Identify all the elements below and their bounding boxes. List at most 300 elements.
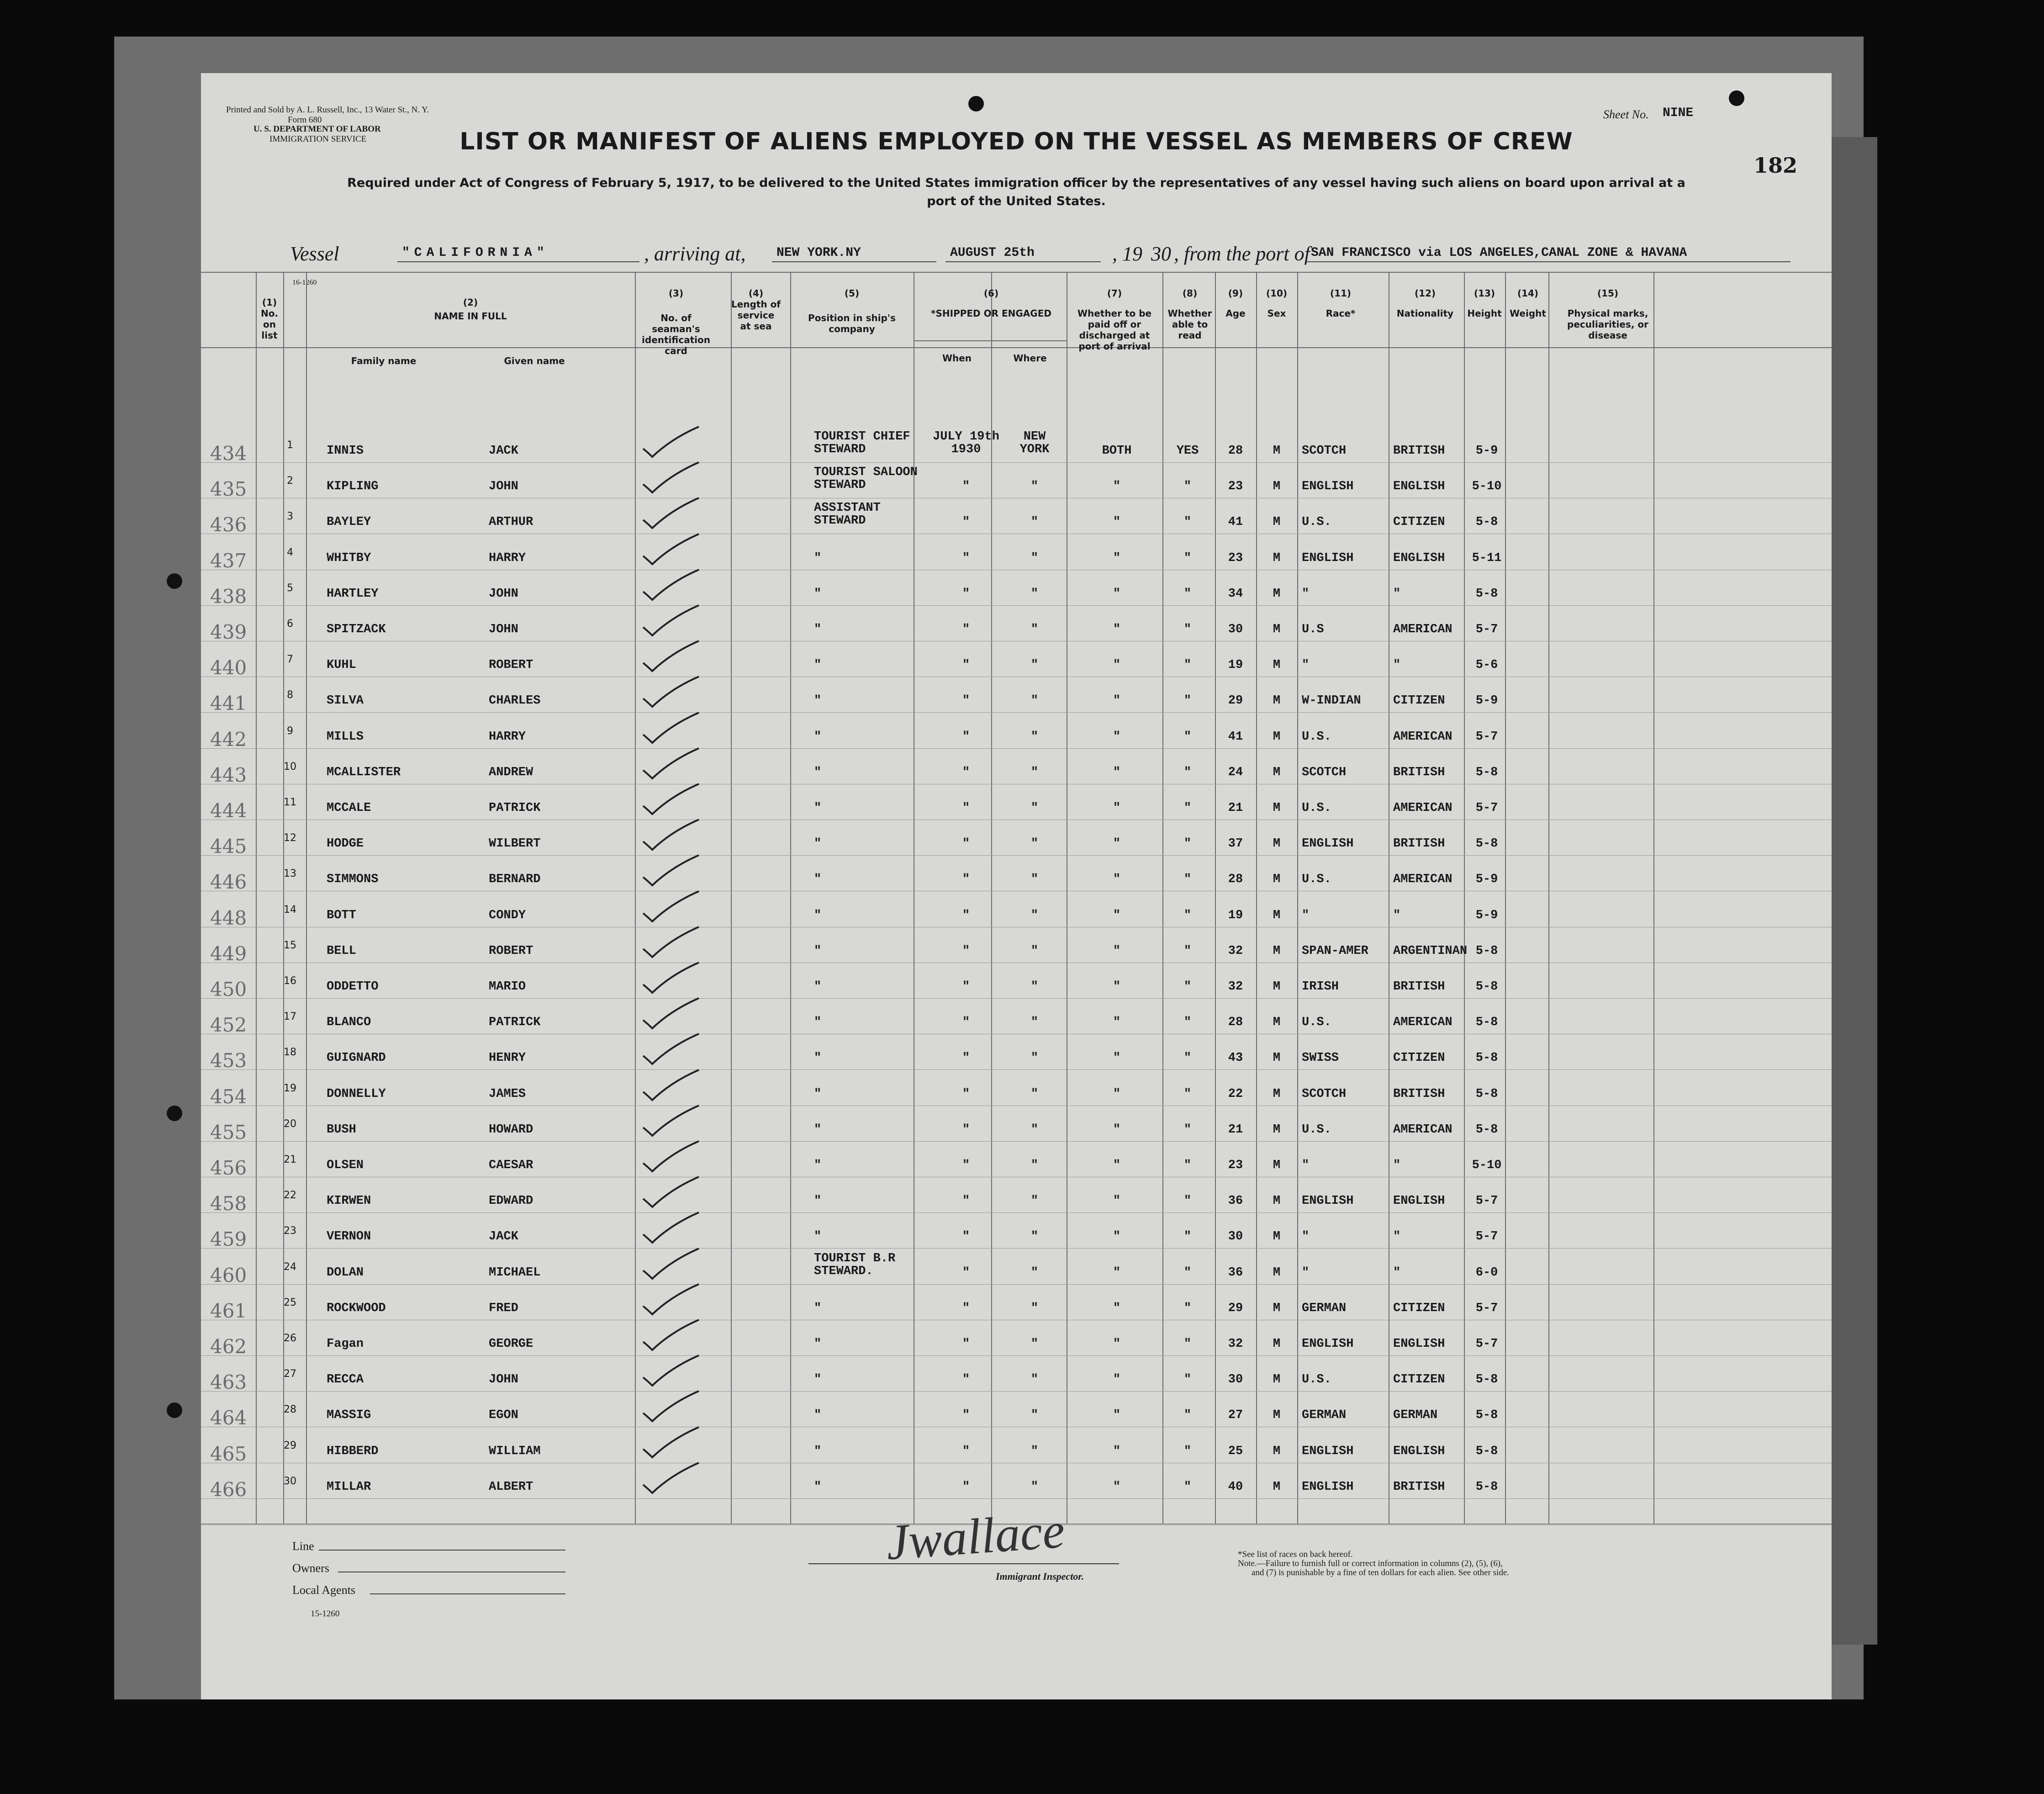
cell-giv: ROBERT — [489, 658, 533, 672]
cell-fam: RECCA — [327, 1373, 364, 1387]
cell-age: 32 — [1228, 980, 1243, 994]
cell-race: U.S. — [1302, 873, 1331, 887]
cell-age: 36 — [1228, 1265, 1243, 1280]
cell-nat: " — [1393, 1230, 1401, 1244]
margin-number: 442 — [210, 728, 247, 751]
cell-age: 29 — [1228, 1301, 1243, 1315]
cell-fam: ODDETTO — [327, 980, 379, 994]
cell-read: " — [1183, 1051, 1192, 1065]
cell-ht: 5-7 — [1475, 1301, 1498, 1315]
cell-giv: CONDY — [489, 908, 526, 922]
fine-note-1: Note.—Failure to furnish full or correct information in columns (2), (5), (6), — [1238, 1559, 1503, 1568]
cell-nat: CITIZEN — [1393, 694, 1445, 708]
check-mark-icon — [639, 1318, 703, 1355]
department: U. S. DEPARTMENT OF LABOR — [254, 124, 381, 134]
cell-fam: BOTT — [327, 908, 356, 922]
cell-age: 36 — [1228, 1194, 1243, 1208]
cell-pos: TOURIST SALOON STEWARD — [814, 466, 918, 492]
check-mark-icon — [639, 603, 703, 640]
cell-giv: JOHN — [489, 587, 518, 601]
cell-read: " — [1183, 873, 1192, 887]
cell-pos: " — [814, 658, 822, 672]
from-label: , from the port of — [1174, 243, 1310, 265]
column-rule — [991, 272, 992, 1524]
cell-age: 34 — [1228, 587, 1243, 601]
column-rule — [306, 272, 307, 1524]
cell-nat: CITIZEN — [1393, 1373, 1445, 1387]
cell-read: " — [1183, 623, 1192, 636]
cell-where: " — [1030, 587, 1039, 601]
cell-sex: M — [1273, 1194, 1281, 1208]
check-mark-icon — [639, 568, 703, 604]
cell-pay: " — [1113, 1122, 1121, 1137]
cell-n: 9 — [287, 725, 293, 737]
cell-nat: AMERICAN — [1393, 1122, 1452, 1137]
cell-where: NEW YORK — [1019, 430, 1050, 456]
cell-giv: JOHN — [489, 480, 518, 494]
cell-read: " — [1183, 1444, 1192, 1458]
cell-pay: " — [1113, 730, 1121, 744]
cell-giv: HARRY — [489, 730, 526, 744]
cell-race: SWISS — [1302, 1051, 1339, 1065]
check-mark-icon — [639, 1247, 703, 1283]
check-mark-icon — [639, 532, 703, 569]
cell-giv: FRED — [489, 1301, 518, 1315]
cell-sex: M — [1273, 623, 1281, 636]
departure-field-line — [1306, 261, 1790, 262]
row-rule — [201, 605, 1832, 606]
cell-when: " — [962, 1265, 970, 1280]
col12-header: (12) Nationality — [1396, 288, 1454, 319]
cell-age: 23 — [1228, 551, 1243, 565]
column-rule — [635, 272, 636, 1524]
col2-header: (2) NAME IN FULL — [434, 297, 507, 322]
cell-fam: MCCALE — [327, 801, 371, 815]
col6-header: (6) *SHIPPED OR ENGAGED — [931, 288, 1051, 319]
cell-n: 30 — [284, 1475, 296, 1487]
arrival-port: NEW YORK.NY — [776, 246, 861, 260]
cell-pos: " — [814, 1444, 822, 1458]
cell-fam: HIBBERD — [327, 1444, 379, 1458]
cell-ht: 5-11 — [1472, 551, 1502, 565]
cell-read: " — [1183, 515, 1192, 529]
check-mark-icon — [639, 1104, 703, 1140]
cell-giv: JOHN — [489, 623, 518, 636]
arrival-date: AUGUST 25th — [950, 246, 1035, 260]
cell-age: 19 — [1228, 658, 1243, 672]
margin-number: 463 — [210, 1371, 247, 1394]
cell-fam: MILLAR — [327, 1480, 371, 1494]
cell-read: " — [1183, 837, 1192, 851]
margin-number: 446 — [210, 871, 247, 894]
cell-ht: 5-8 — [1475, 587, 1498, 601]
cell-where: " — [1030, 1301, 1039, 1315]
cell-pos: " — [814, 623, 822, 636]
cell-n: 5 — [287, 582, 293, 594]
cell-read: " — [1183, 1016, 1192, 1030]
cell-read: " — [1183, 551, 1192, 565]
check-mark-icon — [639, 460, 703, 497]
cell-age: 30 — [1228, 1230, 1243, 1244]
cell-n: 12 — [284, 832, 296, 844]
agents-field — [370, 1593, 565, 1594]
row-rule — [201, 1284, 1832, 1285]
cell-sex: M — [1273, 980, 1281, 994]
cell-read: " — [1183, 587, 1192, 601]
margin-number: 461 — [210, 1299, 247, 1322]
cell-giv: CAESAR — [489, 1159, 533, 1172]
cell-read: " — [1183, 765, 1192, 779]
cell-pay: " — [1113, 551, 1121, 565]
cell-giv: GEORGE — [489, 1337, 533, 1351]
cell-nat: ENGLISH — [1393, 551, 1445, 565]
cell-age: 24 — [1228, 765, 1243, 779]
cell-giv: JACK — [489, 444, 518, 458]
cell-n: 28 — [284, 1404, 296, 1416]
cell-giv: EDWARD — [489, 1194, 533, 1208]
cell-nat: ENGLISH — [1393, 1337, 1445, 1351]
cell-read: YES — [1176, 444, 1199, 458]
margin-number: 460 — [210, 1264, 247, 1286]
cell-age: 21 — [1228, 1122, 1243, 1137]
cell-sex: M — [1273, 1122, 1281, 1137]
column-rule — [731, 272, 732, 1524]
cell-nat: BRITISH — [1393, 444, 1445, 458]
cell-giv: ARTHUR — [489, 515, 533, 529]
cell-when: " — [962, 587, 970, 601]
cell-ht: 5-10 — [1472, 480, 1502, 494]
cell-ht: 5-7 — [1475, 1230, 1498, 1244]
cell-when: " — [962, 480, 970, 494]
margin-number: 445 — [210, 835, 247, 858]
cell-race: ENGLISH — [1302, 551, 1354, 565]
cell-n: 17 — [284, 1011, 296, 1023]
cell-when: " — [962, 1444, 970, 1458]
cell-pay: " — [1113, 873, 1121, 887]
cell-fam: INNIS — [327, 444, 364, 458]
header-top-rule — [201, 272, 1832, 273]
cell-where: " — [1030, 694, 1039, 708]
cell-ht: 5-8 — [1475, 1373, 1498, 1387]
cell-fam: VERNON — [327, 1230, 371, 1244]
cell-fam: DOLAN — [327, 1265, 364, 1280]
cell-when: " — [962, 908, 970, 922]
cell-giv: BERNARD — [489, 873, 541, 887]
cell-giv: HOWARD — [489, 1122, 533, 1137]
cell-when: " — [962, 801, 970, 815]
cell-race: U.S. — [1302, 1016, 1331, 1030]
cell-read: " — [1183, 1373, 1192, 1387]
binder-hole — [968, 96, 984, 111]
cell-race: IRISH — [1302, 980, 1339, 994]
cell-pay: " — [1113, 1480, 1121, 1494]
cell-where: " — [1030, 658, 1039, 672]
binder-hole — [167, 573, 182, 589]
cell-read: " — [1183, 730, 1192, 744]
cell-fam: MCALLISTER — [327, 765, 401, 779]
cell-when: " — [962, 944, 970, 958]
cell-nat: AMERICAN — [1393, 873, 1452, 887]
col11-header: (11) Race* — [1326, 288, 1356, 319]
cell-when: " — [962, 515, 970, 529]
cell-ht: 5-8 — [1475, 1087, 1498, 1101]
cell-pay: " — [1113, 1016, 1121, 1030]
cell-ht: 5-8 — [1475, 944, 1498, 958]
cell-n: 2 — [287, 475, 293, 487]
cell-read: " — [1183, 1159, 1192, 1172]
check-mark-icon — [639, 961, 703, 997]
margin-number: 437 — [210, 549, 247, 572]
cell-pay: " — [1113, 1194, 1121, 1208]
check-mark-icon — [639, 853, 703, 890]
cell-n: 16 — [284, 975, 296, 987]
cell-ht: 5-10 — [1472, 1159, 1502, 1172]
cell-where: " — [1030, 623, 1039, 636]
cell-pay: BOTH — [1102, 444, 1132, 458]
check-mark-icon — [639, 996, 703, 1033]
cell-ht: 5-7 — [1475, 801, 1498, 815]
cell-nat: BRITISH — [1393, 1480, 1445, 1494]
margin-number: 459 — [210, 1228, 247, 1251]
document-title: LIST OR MANIFEST OF ALIENS EMPLOYED ON THE VESSEL AS MEMBERS OF CREW — [460, 128, 1573, 155]
column-rule — [1464, 272, 1465, 1524]
cell-age: 40 — [1228, 1480, 1243, 1494]
cell-race: SCOTCH — [1302, 444, 1347, 458]
cell-sex: M — [1273, 908, 1281, 922]
cell-where: " — [1030, 801, 1039, 815]
cell-fam: HODGE — [327, 837, 364, 851]
cell-pos: " — [814, 1373, 822, 1387]
cell-giv: HENRY — [489, 1051, 526, 1065]
fine-note-2: and (7) is punishable by a fine of ten dollars for each alien. See other side. — [1252, 1568, 1510, 1577]
cell-giv: ALBERT — [489, 1480, 533, 1494]
cell-race: ENGLISH — [1302, 1480, 1354, 1494]
cell-sex: M — [1273, 1373, 1281, 1387]
cell-race: GERMAN — [1302, 1301, 1347, 1315]
binder-hole — [1729, 90, 1744, 106]
cell-fam: KIRWEN — [327, 1194, 371, 1208]
cell-n: 8 — [287, 689, 293, 701]
cell-n: 23 — [284, 1225, 296, 1237]
inspector-signature: Jwallace — [884, 1502, 1067, 1571]
cell-ht: 5-8 — [1475, 1051, 1498, 1065]
cell-when: " — [962, 1373, 970, 1387]
cell-pay: " — [1113, 1265, 1121, 1280]
column-rule — [1505, 272, 1506, 1524]
cell-n: 22 — [284, 1190, 296, 1201]
cell-age: 41 — [1228, 730, 1243, 744]
cell-pay: " — [1113, 837, 1121, 851]
cell-pay: " — [1113, 587, 1121, 601]
cell-sex: M — [1273, 1265, 1281, 1280]
check-mark-icon — [639, 675, 703, 711]
cell-giv: CHARLES — [489, 694, 541, 708]
cell-n: 4 — [287, 546, 293, 558]
cell-pos: " — [814, 1408, 822, 1423]
cell-where: " — [1030, 551, 1039, 565]
cell-where: " — [1030, 1122, 1039, 1137]
cell-age: 32 — [1228, 1337, 1243, 1351]
cell-when: " — [962, 1122, 970, 1137]
cell-pos: ASSISTANT STEWARD — [814, 501, 881, 528]
cell-race: W-INDIAN — [1302, 694, 1361, 708]
cell-ht: 5-9 — [1475, 873, 1498, 887]
cell-fam: HARTLEY — [327, 587, 379, 601]
cell-sex: M — [1273, 1301, 1281, 1315]
cell-pay: " — [1113, 1408, 1121, 1423]
cell-pay: " — [1113, 694, 1121, 708]
margin-number: 462 — [210, 1335, 247, 1358]
margin-number: 449 — [210, 942, 247, 965]
cell-fam: SPITZACK — [327, 623, 386, 636]
page-number: 182 — [1753, 153, 1797, 178]
cell-sex: M — [1273, 801, 1281, 815]
margin-number: 450 — [210, 978, 247, 1000]
cell-pos: " — [814, 1051, 822, 1065]
cell-nat: ENGLISH — [1393, 480, 1445, 494]
cell-where: " — [1030, 1373, 1039, 1387]
form-number: Form 680 — [288, 115, 322, 125]
col13-header: (13) Height — [1467, 288, 1502, 319]
row-rule — [201, 712, 1832, 713]
cell-sex: M — [1273, 1337, 1281, 1351]
subtitle-line-1: Required under Act of Congress of February 5, 1917, to be delivered to the United States immigration officer by the representatives of any vessel having such aliens on board upon arrival at a — [347, 176, 1685, 190]
cell-when: " — [962, 873, 970, 887]
cell-pos: " — [814, 1016, 822, 1030]
cell-read: " — [1183, 1301, 1192, 1315]
cell-sex: M — [1273, 1444, 1281, 1458]
cell-sex: M — [1273, 694, 1281, 708]
cell-race: U.S. — [1302, 1373, 1331, 1387]
binder-hole — [167, 1106, 182, 1121]
col5-header: (5) Position in ship's company — [808, 288, 896, 334]
col1-header: (1) No. on list — [260, 297, 279, 341]
cell-n: 15 — [284, 939, 296, 951]
col10-header: (10) Sex — [1266, 288, 1288, 319]
cell-n: 27 — [284, 1368, 296, 1380]
margin-number: 440 — [210, 656, 247, 679]
cell-when: " — [962, 1159, 970, 1172]
cell-when: " — [962, 1087, 970, 1101]
races-note: *See list of races on back hereof. — [1238, 1550, 1353, 1559]
departure-port: SAN FRANCISCO via LOS ANGELES,CANAL ZONE & HAVANA — [1311, 246, 1687, 260]
cell-race: SCOTCH — [1302, 1087, 1347, 1101]
check-mark-icon — [639, 889, 703, 926]
cell-where: " — [1030, 1087, 1039, 1101]
cell-pos: " — [814, 944, 822, 958]
cell-age: 30 — [1228, 623, 1243, 636]
cell-nat: GERMAN — [1393, 1408, 1438, 1423]
cell-nat: AMERICAN — [1393, 1016, 1452, 1030]
cell-fam: KIPLING — [327, 480, 379, 494]
row-rule — [201, 998, 1832, 999]
cell-nat: " — [1393, 908, 1401, 922]
cell-where: " — [1030, 944, 1039, 958]
cell-sex: M — [1273, 480, 1281, 494]
cell-age: 25 — [1228, 1444, 1243, 1458]
margin-number: 439 — [210, 621, 247, 643]
cell-fam: BELL — [327, 944, 356, 958]
cell-n: 18 — [284, 1047, 296, 1058]
cell-age: 23 — [1228, 480, 1243, 494]
cell-pay: " — [1113, 658, 1121, 672]
cell-where: " — [1030, 480, 1039, 494]
cell-nat: AMERICAN — [1393, 730, 1452, 744]
cell-sex: M — [1273, 444, 1281, 458]
margin-number: 465 — [210, 1442, 247, 1465]
cell-where: " — [1030, 730, 1039, 744]
cell-ht: 5-7 — [1475, 1337, 1498, 1351]
margin-number: 466 — [210, 1478, 247, 1501]
service: IMMIGRATION SERVICE — [269, 134, 367, 144]
row-rule — [201, 1355, 1832, 1356]
cell-where: " — [1030, 1337, 1039, 1351]
cell-read: " — [1183, 658, 1192, 672]
cell-ht: 5-8 — [1475, 837, 1498, 851]
cell-sex: M — [1273, 1230, 1281, 1244]
cell-when: " — [962, 658, 970, 672]
date-field-line — [945, 261, 1101, 262]
cell-read: " — [1183, 1265, 1192, 1280]
cell-pos: " — [814, 587, 822, 601]
cell-read: " — [1183, 1087, 1192, 1101]
cell-age: 37 — [1228, 837, 1243, 851]
cell-nat: CITIZEN — [1393, 1051, 1445, 1065]
cell-race: U.S — [1302, 623, 1324, 636]
inspector-label: Immigrant Inspector. — [996, 1571, 1084, 1582]
cell-pos: " — [814, 765, 822, 779]
row-rule — [201, 748, 1832, 749]
cell-sex: M — [1273, 944, 1281, 958]
cell-pay: " — [1113, 944, 1121, 958]
cell-pay: " — [1113, 1087, 1121, 1101]
manifest-sheet — [201, 73, 1832, 1699]
cell-nat: ENGLISH — [1393, 1444, 1445, 1458]
cell-race: " — [1302, 1230, 1310, 1244]
cell-sex: M — [1273, 587, 1281, 601]
margin-number: 453 — [210, 1049, 247, 1072]
where-header: Where — [1013, 353, 1047, 364]
col14-header: (14) Weight — [1510, 288, 1546, 319]
cell-pay: " — [1113, 1444, 1121, 1458]
cell-ht: 5-7 — [1475, 623, 1498, 636]
cell-pos: " — [814, 1337, 822, 1351]
cell-pos: " — [814, 730, 822, 744]
cell-pay: " — [1113, 1301, 1121, 1315]
cell-pay: " — [1113, 765, 1121, 779]
cell-sex: M — [1273, 551, 1281, 565]
column-rule — [1548, 272, 1549, 1524]
margin-number: 444 — [210, 799, 247, 822]
cell-read: " — [1183, 1408, 1192, 1423]
cell-read: " — [1183, 480, 1192, 494]
cell-pos: " — [814, 801, 822, 815]
cell-fam: GUIGNARD — [327, 1051, 386, 1065]
margin-number: 438 — [210, 585, 247, 608]
cell-when: " — [962, 623, 970, 636]
cell-ht: 5-8 — [1475, 765, 1498, 779]
cell-sex: M — [1273, 1016, 1281, 1030]
cell-where: " — [1030, 873, 1039, 887]
cell-age: 29 — [1228, 694, 1243, 708]
cell-pay: " — [1113, 623, 1121, 636]
cell-age: 28 — [1228, 1016, 1243, 1030]
cell-giv: JOHN — [489, 1373, 518, 1387]
cell-fam: MASSIG — [327, 1408, 371, 1423]
arriving-label: , arriving at, — [644, 243, 746, 265]
cell-pay: " — [1113, 908, 1121, 922]
cell-pay: " — [1113, 1373, 1121, 1387]
